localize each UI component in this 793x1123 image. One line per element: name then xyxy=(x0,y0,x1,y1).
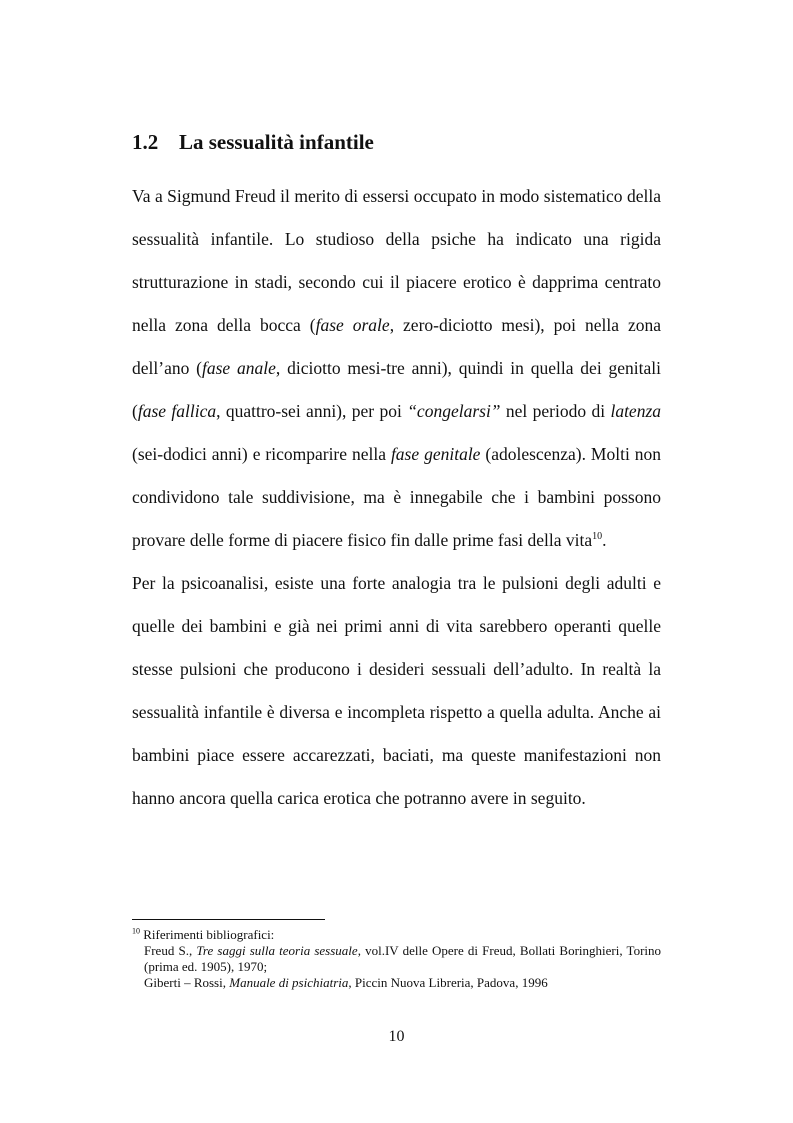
text-run: , vol.IV delle Opere di Freud, Bollati Boringhieri, Torino (prima ed. 1905), 1970; xyxy=(144,943,662,974)
text-run: , zero-diciotto mesi), poi nella zona dell’ano ( xyxy=(132,315,661,378)
section-title: La sessualità infantile xyxy=(179,130,374,154)
italic-term: fase fallica xyxy=(137,401,217,421)
italic-term: “congelarsi” xyxy=(407,401,501,421)
body-text xyxy=(132,175,661,820)
italic-term: fase orale xyxy=(315,315,390,335)
section-number: 1.2 xyxy=(132,130,159,154)
reference-freud xyxy=(132,943,661,975)
footnote-heading-text: Riferimenti bibliografici: xyxy=(140,927,275,942)
text-run: , diciotto mesi-tre anni), quindi in quella dei genitali ( xyxy=(132,358,661,421)
footnote-heading xyxy=(132,927,661,943)
footnote-divider xyxy=(132,919,325,920)
italic-term: fase anale xyxy=(202,358,276,378)
italic-term: latenza xyxy=(610,401,662,421)
text-run: nel periodo di xyxy=(500,401,611,421)
text-run: Va a Sigmund Freud il merito di essersi occupato in modo sistematico della sessualità infantile. Lo studioso della psiche ha indicato una rigida strutturazione in stadi, secondo cui il piacere erotico è dapprima centrato nella zona della bocca ( xyxy=(132,186,661,335)
section-heading xyxy=(132,130,672,155)
paragraph-1 xyxy=(132,175,661,562)
text-run: (adolescenza). Molti non condividono tale suddivisione, ma è innegabile che i bambini possono provare delle forme di piacere fisico fin dalle prime fasi della vita xyxy=(132,444,662,550)
text-run: . xyxy=(602,530,607,550)
text-run: Freud S., xyxy=(144,943,197,958)
text-run: , Piccin Nuova Libreria, Padova, 1996 xyxy=(348,975,548,990)
reference-title: Tre saggi sulla teoria sessuale xyxy=(196,943,358,958)
footnote xyxy=(132,927,661,991)
page-number: 10 xyxy=(388,1028,405,1045)
reference-title: Manuale di psichiatria xyxy=(229,975,349,990)
paragraph-2: Per la psicoanalisi, esiste una forte analogia tra le pulsioni degli adulti e quelle dei bambini e già nei primi anni di vita sarebbero operanti quelle stesse pulsioni che producono i desideri sessuali dell’adulto. In realtà la sessualità infantile è diversa e incompleta rispetto a quella adulta. Anche ai bambini piace essere accarezzati, baciati, ma queste manifestazioni non hanno ancora quella carica erotica che potranno avere in seguito. xyxy=(132,573,661,808)
footnote-number: 10 xyxy=(132,926,140,936)
text-run: Giberti – Rossi, xyxy=(144,975,230,990)
italic-term: fase genitale xyxy=(390,444,481,464)
reference-giberti-rossi xyxy=(132,975,661,991)
text-run: (sei-dodici anni) e ricomparire nella xyxy=(132,444,391,464)
footnote-marker[interactable]: 10 xyxy=(592,531,603,543)
text-run: , quattro-sei anni), per poi xyxy=(216,401,408,421)
